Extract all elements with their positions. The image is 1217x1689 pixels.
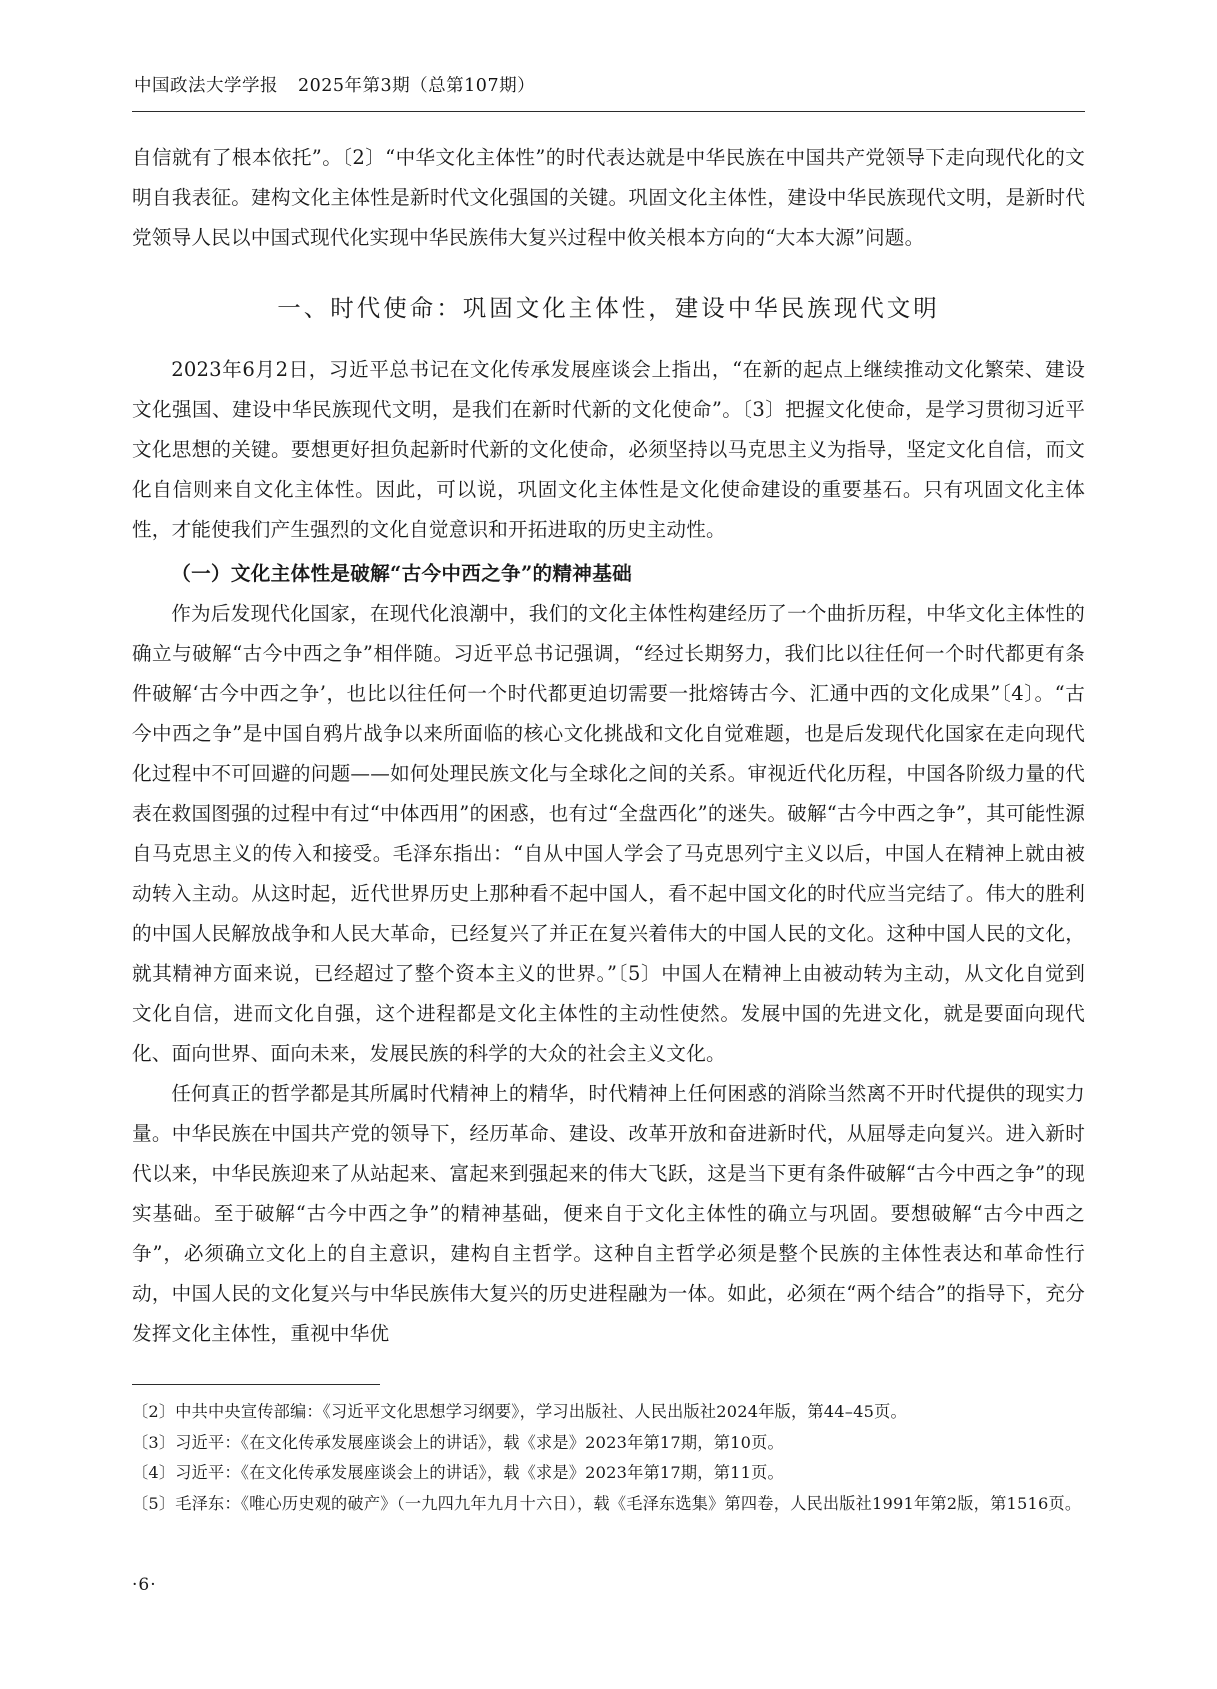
journal-title: 中国政法大学学报	[134, 76, 278, 96]
article-body	[132, 138, 1085, 1354]
section-heading: 一、时代使命：巩固文化主体性，建设中华民族现代文明	[277, 294, 940, 322]
paragraph-2: 作为后发现代化国家，在现代化浪潮中，我们的文化主体性构建经历了一个曲折历程，中华文化主体性的确立与破解“古今中西之争”相伴随。习近平总书记强调，“经过长期努力，我们比以往任何一个时代都更有条件破解‘古今中西之争’，也比以往任何一个时代都更迫切需要一批熔铸古今、汇通中西的文化成果”〔4〕。“古今中西之争”是中国自鸦片战争以来所面临的核心文化挑战和文化自觉难题，也是后发现代化国家在走向现代化过程中不可回避的问题——如何处理民族文化与全球化之间的关系。审视近代化历程，中国各阶级力量的代表在救国图强的过程中有过“中体西用”的困惑，也有过“全盘西化”的迷失。破解“古今中西之争”，其可能性源自马克思主义的传入和接受。毛泽东指出：“自从中国人学会了马克思列宁主义以后，中国人在精神上就由被动转入主动。从这时起，近代世界历史上那种看不起中国人，看不起中国文化的时代应当完结了。伟大的胜利的中国人民解放战争和人民大革命，已经复兴了并正在复兴着伟大的中国人民的文化。这种中国人民的文化，就其精神方面来说，已经超过了整个资本主义的世界。”〔5〕中国人在精神上由被动转为主动，从文化自觉到文化自信，进而文化自强，这个进程都是文化主体性的主动性使然。发展中国的先进文化，就是要面向现代化、面向世界、面向未来，发展民族的科学的大众的社会主义文化。	[132, 602, 1085, 1065]
page-number: ·6·	[132, 1575, 157, 1595]
running-head	[132, 72, 1085, 97]
subsection-heading: （一）文化主体性是破解“古今中西之争”的精神基础	[171, 562, 632, 585]
footnote-list	[132, 1397, 1085, 1519]
paragraph-1: 2023年6月2日，习近平总书记在文化传承发展座谈会上指出，“在新的起点上继续推动文化繁荣、建设文化强国、建设中华民族现代文明，是我们在新时代新的文化使命”。〔3〕把握文化使命，是学习贯彻习近平文化思想的关键。要想更好担负起新时代新的文化使命，必须坚持以马克思主义为指导，坚定文化自信，而文化自信则来自文化主体性。因此，可以说，巩固文化主体性是文化使命建设的重要基石。只有巩固文化主体性，才能使我们产生强烈的文化自觉意识和开拓进取的历史主动性。	[132, 358, 1085, 541]
footnote-item: 〔3〕习近平：《在文化传承发展座谈会上的讲话》，载《求是》2023年第17期，第10页。	[132, 1432, 784, 1452]
footnote-item: 〔4〕习近平：《在文化传承发展座谈会上的讲话》，载《求是》2023年第17期，第11页。	[132, 1463, 784, 1482]
footnote-divider	[132, 1384, 380, 1385]
paragraph-continued: 自信就有了根本依托”。〔2〕“中华文化主体性”的时代表达就是中华民族在中国共产党领导下走向现代化的文明自我表征。建构文化主体性是新时代文化强国的关键。巩固文化主体性，建设中华民族现代文明，是新时代党领导人民以中国式现代化实现中华民族伟大复兴过程中攸关根本方向的“大本大源”问题。	[132, 146, 1085, 249]
header-divider	[132, 111, 1085, 112]
footnote-item: 〔2〕中共中央宣传部编：《习近平文化思想学习纲要》，学习出版社、人民出版社2024年版，第44–45页。	[132, 1402, 907, 1421]
footnote-item: 〔5〕毛泽东：《唯心历史观的破产》（一九四九年九月十六日），载《毛泽东选集》第四卷，人民出版社1991年第2版，第1516页。	[132, 1493, 1082, 1513]
paragraph-3: 任何真正的哲学都是其所属时代精神上的精华，时代精神上任何困惑的消除当然离不开时代提供的现实力量。中华民族在中国共产党的领导下，经历革命、建设、改革开放和奋进新时代，从屈辱走向复兴。进入新时代以来，中华民族迎来了从站起来、富起来到强起来的伟大飞跃，这是当下更有条件破解“古今中西之争”的现实基础。至于破解“古今中西之争”的精神基础，便来自于文化主体性的确立与巩固。要想破解“古今中西之争”，必须确立文化上的自主意识，建构自主哲学。这种自主哲学必须是整个民族的主体性表达和革命性行动，中国人民的文化复兴与中华民族伟大复兴的历史进程融为一体。如此，必须在“两个结合”的指导下，充分发挥文化主体性，重视中华优	[132, 1082, 1085, 1345]
issue-info: 2025年第3期（总第107期）	[298, 76, 536, 96]
footnote-area	[132, 1384, 1085, 1519]
